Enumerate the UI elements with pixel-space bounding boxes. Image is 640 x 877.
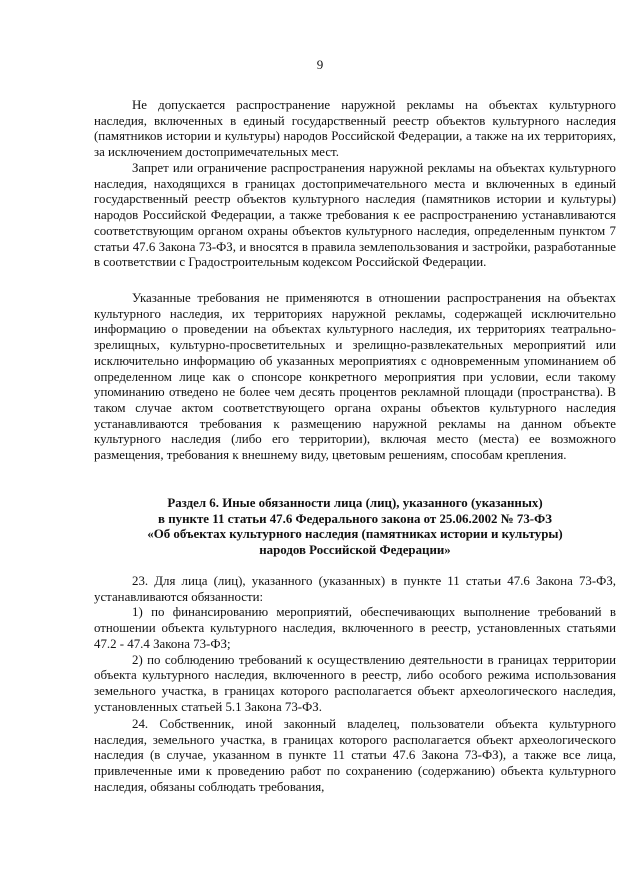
clause-23 (94, 574, 616, 715)
section-heading-line-3: «Об объектах культурного наследия (памятниках истории и культуры) (147, 527, 563, 542)
clause-24 (94, 717, 616, 796)
page-number: 9 (316, 57, 324, 72)
clause-24-text: 24. Собственник, иной законный владелец, пользователи объекта культурного наследия, земельного участка, в границах которого располагается объект археологического наследия (в случае, указанном в пункте 11 статьи 47.6 Закона 73-ФЗ), а также все лица, привлеченные ими к проведению работ по сохранению (содержанию) объекта культурного наследия, обязаны соблюдать требования, (94, 717, 616, 794)
clause-23-subitem-1: 1) по финансированию мероприятий, обеспечивающих выполнение требований в отношении объекта культурного наследия, включенного в реестр, установленных статьями 47.2 - 47.4 Закона 73-ФЗ; (94, 605, 616, 651)
paragraph-text: Запрет или ограничение распространения наружной рекламы на объектах культурного наследия, находящихся в границах достопримечательного места и включенных в единый государственный реестр объектов культурного наследия (памятников истории и культуры) народов Российской Федерации, а также требования к ее распространению устанавливаются соответствующим органом охраны объектов культурного наследия, определенным пунктом 7 статьи 47.6 Закона 73-ФЗ, и вносятся в правила землепользования и застройки, разработанные в соответствии с Градостроительным кодексом Российской Федерации. (94, 161, 616, 270)
section-heading (94, 496, 616, 559)
paragraph-advertising-restriction (94, 161, 616, 271)
paragraph-text: Не допускается распространение наружной рекламы на объектах культурного наследия, включенных в единый государственный реестр объектов культурного наследия (памятников истории и культуры) народов Российской Федерации, а также на их территориях, за исключением достопримечательных мест. (94, 98, 616, 160)
section-heading-line-4: народов Российской Федерации» (259, 543, 451, 558)
section-heading-line-1: Раздел 6. Иные обязанности лица (лиц), указанного (указанных) (167, 496, 543, 510)
section-heading-line-2: в пункте 11 статьи 47.6 Федерального закона от 25.06.2002 № 73-ФЗ (158, 511, 552, 526)
clause-23-intro: 23. Для лица (лиц), указанного (указанных) в пункте 11 статьи 47.6 Закона 73-ФЗ, устанавливаются обязанности: (94, 574, 616, 604)
paragraph-advertising-ban (94, 98, 616, 161)
paragraph-requirements-exception (94, 291, 616, 464)
paragraph-text: Указанные требования не применяются в отношении распространения на объектах культурного наследия, их территориях наружной рекламы, содержащей исключительно информацию о проведении на объектах культурного наследия, их территориях театрально-зрелищных, культурно-просветительных и зрелищно-развлекательных мероприятий или исключительно информацию об указанных мероприятиях с одновременным упоминанием об определенном лице как о спонсоре конкретного мероприятия при условии, если такому упоминанию отведено не более чем десять процентов рекламной площади (пространства). В таком случае актом соответствующего органа охраны объектов культурного наследия устанавливаются требования к размещению наружной рекламы на данном объекте культурного наследия (либо его территории), включая место (места) ее возможного размещения, требования к внешнему виду, цветовым решениям, способам крепления. (94, 291, 616, 463)
clause-23-subitem-2: 2) по соблюдению требований к осуществлению деятельности в границах территории объекта культурного наследия, включенного в реестр, либо особого режима использования земельного участка, в границах которого располагается объект археологического наследия, установленных статьей 5.1 Закона 73-ФЗ. (94, 652, 616, 714)
